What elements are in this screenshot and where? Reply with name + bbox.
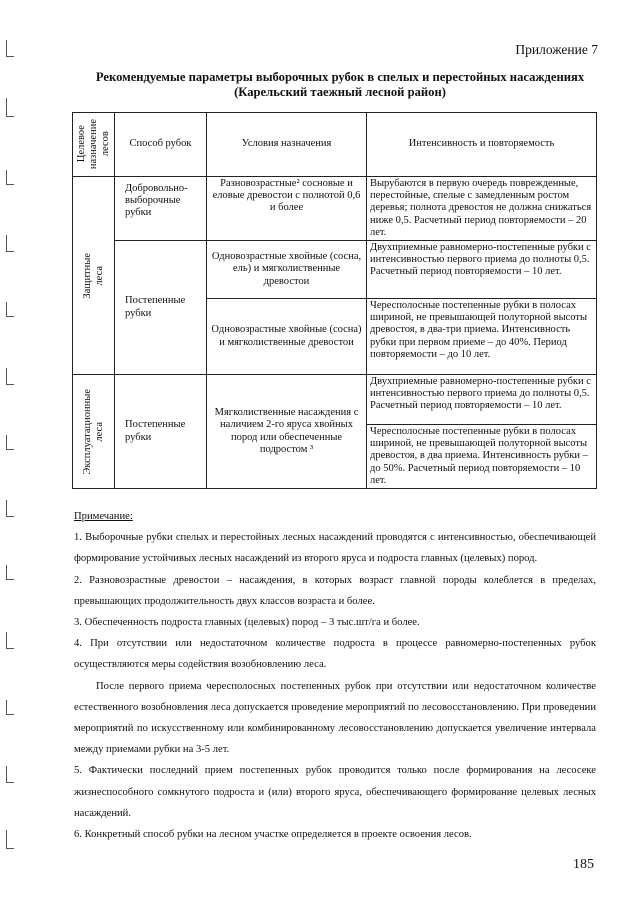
method-cell: Постепенные рубки <box>115 375 207 489</box>
note-5: 5. Фактически последний прием постепенных рубок проводится только после формирования на лесосеке жизнеспособного сомкнутого подроста и (или) второго яруса, обеспечивающего формирование целевых лесных насаждений. <box>74 765 596 819</box>
table-row <box>73 177 597 241</box>
conditions-cell: Мягколиственные насаждения с наличием 2-го яруса хвойных пород или обеспеченные подростом ³ <box>207 375 367 489</box>
parameters-table <box>72 112 597 489</box>
title-line-1: Рекомендуемые параметры выборочных рубок в спелых и перестойных насаждениях <box>95 70 585 84</box>
intensity-cell: Двухприемные равномерно-постепенные рубки с интенсивностью первого приема до полноты 0,5. Расчетный период повторяемости – 10 лет. <box>367 241 597 299</box>
intensity-cell: Чересполосные постепенные рубки в полосах шириной, не превышающей полуторной высоты древостоя, в два приема. Интенсивность рубки – до 50%. Расчетный период повторяемости – 10 лет. <box>367 425 597 489</box>
note-3: 3. Обеспеченность подроста главных (целевых) пород – 3 тыс.шт/га и более. <box>74 617 420 629</box>
group-exploitation: Эксплуатационные леса <box>73 375 115 489</box>
note-1: 1. Выборочные рубки спелых и перестойных лесных насаждений проводятся с интенсивностью, обеспечивающей формирование устойчивых лесных насаждений из второго яруса и подроста главных (целевых) пород. <box>74 532 596 565</box>
title-line-2: (Карельский таежный лесной район) <box>234 85 446 99</box>
appendix-label: Приложение 7 <box>515 42 598 57</box>
table-row <box>73 241 597 299</box>
page-number: 185 <box>573 857 594 872</box>
document-title <box>60 70 620 100</box>
conditions-cell: Разновозрастные² сосновые и еловые древостои с полнотой 0,6 и более <box>207 177 367 241</box>
method-cell: Добровольно-выборочные рубки <box>115 177 207 241</box>
intensity-cell: Вырубаются в первую очередь поврежденные, перестойные, спелые с замедленным ростом деревья; полнота древостоя не должна снижаться ниже 0,5. Расчетный период повторяемости – 20 лет. <box>367 177 597 241</box>
group-protective: Защитные леса <box>73 177 115 375</box>
notes-heading: Примечание: <box>74 511 133 522</box>
intensity-cell: Двухприемные равномерно-постепенные рубки с интенсивностью первого приема до полноты 0,5. Расчетный период повторяемости – 10 лет. <box>367 375 597 425</box>
note-6: 6. Конкретный способ рубки на лесном участке определяется в проекте освоения лесов. <box>74 829 472 841</box>
conditions-cell: Одновозрастные хвойные (сосна) и мягколиственные древостои <box>207 299 367 375</box>
table-row <box>73 375 597 425</box>
binding-marks <box>2 40 20 890</box>
intensity-cell: Чересполосные постепенные рубки в полосах шириной, не превышающей полуторной высоты древостоя, в два-три приема. Интенсивность рубки при первом приеме – до 40%. Период повторяемости – до 10 лет. <box>367 299 597 375</box>
header-conditions: Условия назначения <box>207 113 367 177</box>
method-cell: Постепенные рубки <box>115 241 207 375</box>
note-2: 2. Разновозрастные древостои – насаждения, в которых возраст главной породы колеблется в пределах, превышающих продолжительность двух классов возраста и более. <box>74 574 596 607</box>
header-method: Способ рубок <box>115 113 207 177</box>
header-purpose: Целевое назначение лесов <box>73 113 115 177</box>
note-4-continued: После первого приема чересполосных постепенных рубок при отсутствии или недостаточном количестве естественного возобновления леса допускается проведение мероприятий по лесовосстановлению. При проведении мероприятий по искусственному или комбинированному лесовосстановлению допускается увеличение интервала между приемами рубки на 3-5 лет. <box>74 680 596 756</box>
conditions-cell: Одновозрастные хвойные (сосна, ель) и мягколиственные древостои <box>207 241 367 299</box>
notes-section <box>74 506 596 845</box>
table-header-row <box>73 113 597 177</box>
note-4: 4. При отсутствии или недостаточном количестве подроста в процессе равномерно-постепенных рубок осуществляются меры содействия возобновлению леса. <box>74 638 596 671</box>
header-intensity: Интенсивность и повторяемость <box>367 113 597 177</box>
